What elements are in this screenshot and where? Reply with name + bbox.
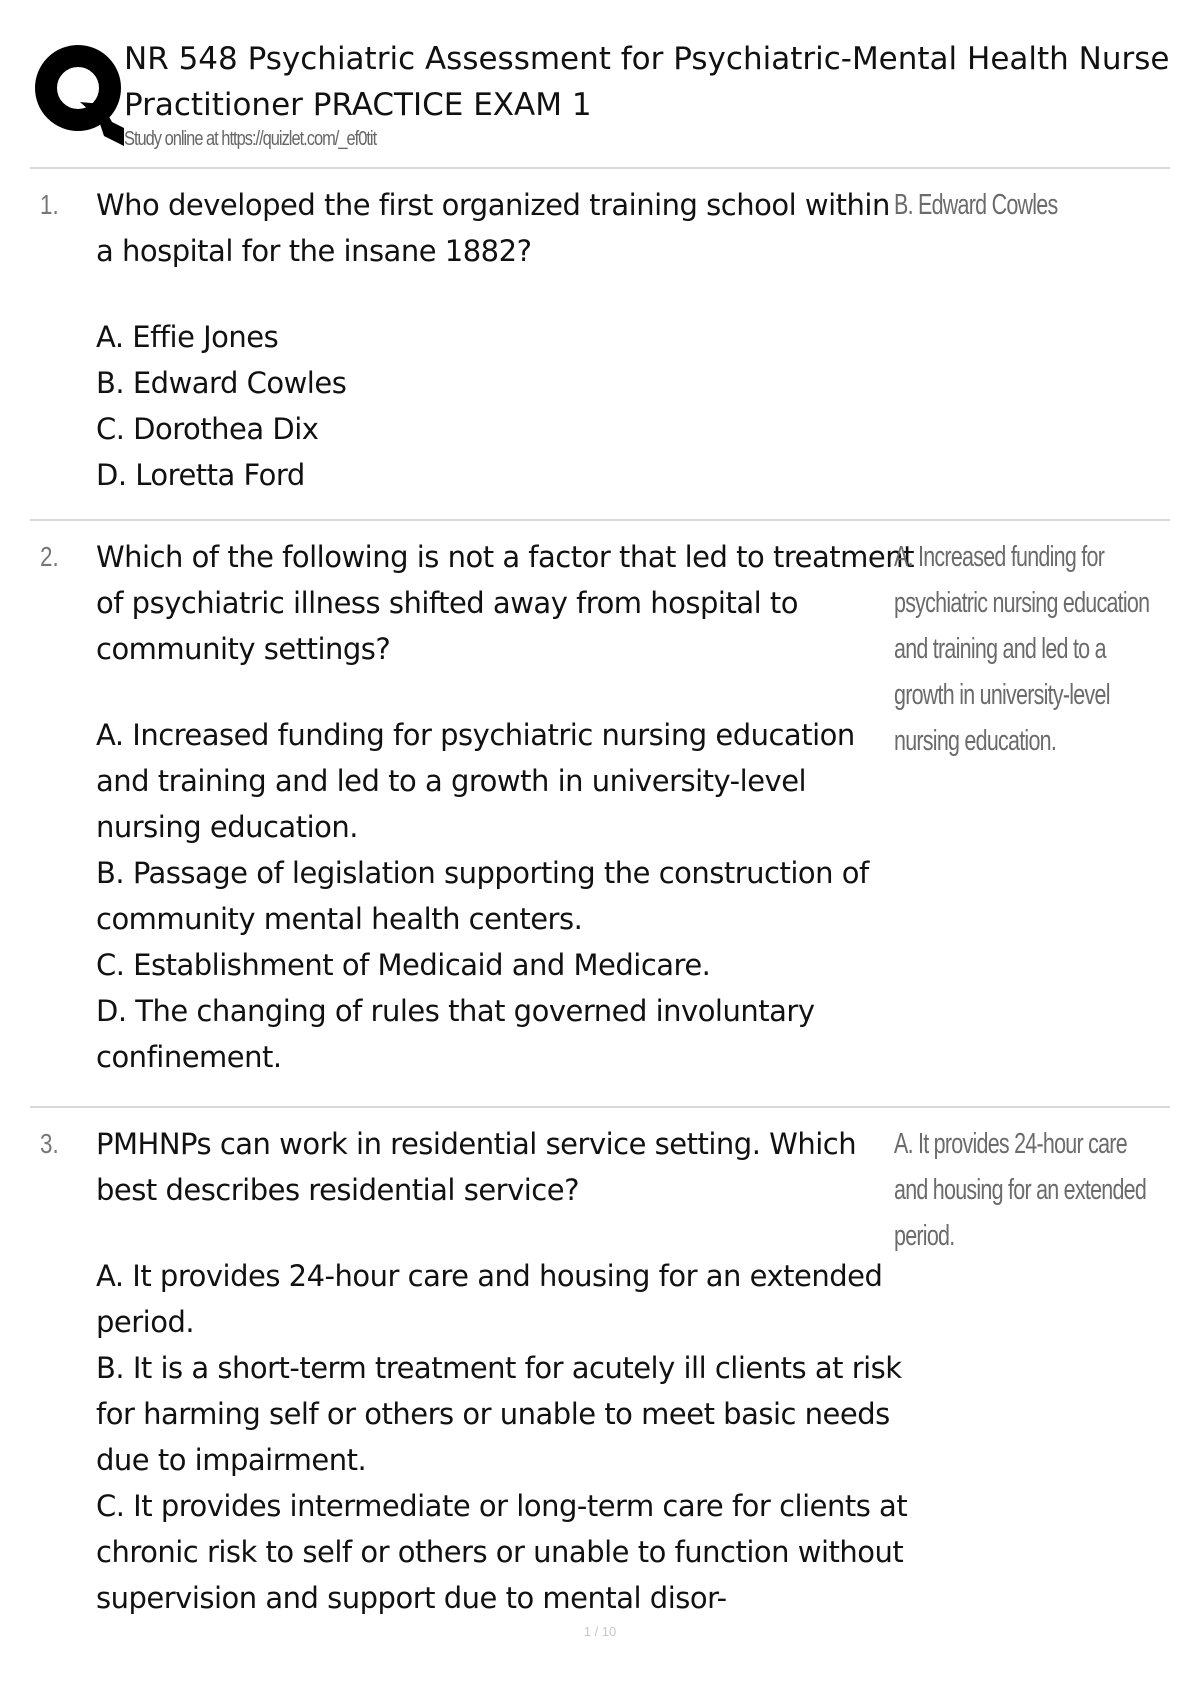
card-question: [96, 182, 914, 498]
card-answer: A. It provides 24-hour care and housing for an extended period.: [894, 1128, 1147, 1252]
answer-option: A. Effie Jones: [96, 320, 279, 354]
card-number: 2.: [40, 541, 59, 572]
page-indicator: 1 / 10: [583, 1624, 617, 1639]
answer-option: C. Dorothea Dix: [96, 412, 319, 446]
document-title: NR 548 Psychiatric Assessment for Psychiatric-Mental Health Nurse Practitioner PRACTICE EXAM 1: [124, 41, 1170, 123]
answer-option: A. It provides 24-hour care and housing for an extended period.: [96, 1259, 883, 1339]
card-number: 1.: [40, 189, 59, 220]
answer-option: D. The changing of rules that governed involuntary confinement.: [96, 994, 815, 1074]
question-stem: Who developed the first organized training school within a hospital for the insane 1882?: [96, 188, 890, 268]
divider: [30, 1106, 1170, 1108]
card-question: [96, 534, 914, 1080]
divider: [30, 519, 1170, 521]
answer-option: A. Increased funding for psychiatric nursing education and training and led to a growth in university-level nursing education.: [96, 718, 855, 844]
answer-option: C. It provides intermediate or long-term care for clients at chronic risk to self or others or unable to function without supervision and support due to mental disor-: [96, 1489, 908, 1615]
answer-option: B. Edward Cowles: [96, 366, 347, 400]
answer-option: C. Establishment of Medicaid and Medicare.: [96, 948, 711, 982]
question-stem: Which of the following is not a factor that led to treatment of psychiatric illness shifted away from hospital to community settings?: [96, 540, 914, 666]
header: [30, 34, 1170, 164]
study-online-link[interactable]: Study online at https://quizlet.com/_ef0tit: [124, 128, 377, 150]
card-question: [96, 1121, 914, 1621]
card-number: 3.: [40, 1128, 59, 1159]
answer-option: D. Loretta Ford: [96, 458, 305, 492]
card-answer: A. Increased funding for psychiatric nursing education and training and led to a growth in university-level nursing education.: [894, 541, 1150, 757]
card-answer: B. Edward Cowles: [894, 189, 1058, 221]
divider: [30, 167, 1170, 169]
answer-option: B. Passage of legislation supporting the construction of community mental health centers.: [96, 856, 869, 936]
question-stem: PMHNPs can work in residential service setting. Which best describes residential service?: [96, 1127, 857, 1207]
answer-option: B. It is a short-term treatment for acutely ill clients at risk for harming self or others or unable to meet basic needs due to impairment.: [96, 1351, 902, 1477]
quizlet-q-logo-icon: [32, 40, 128, 150]
